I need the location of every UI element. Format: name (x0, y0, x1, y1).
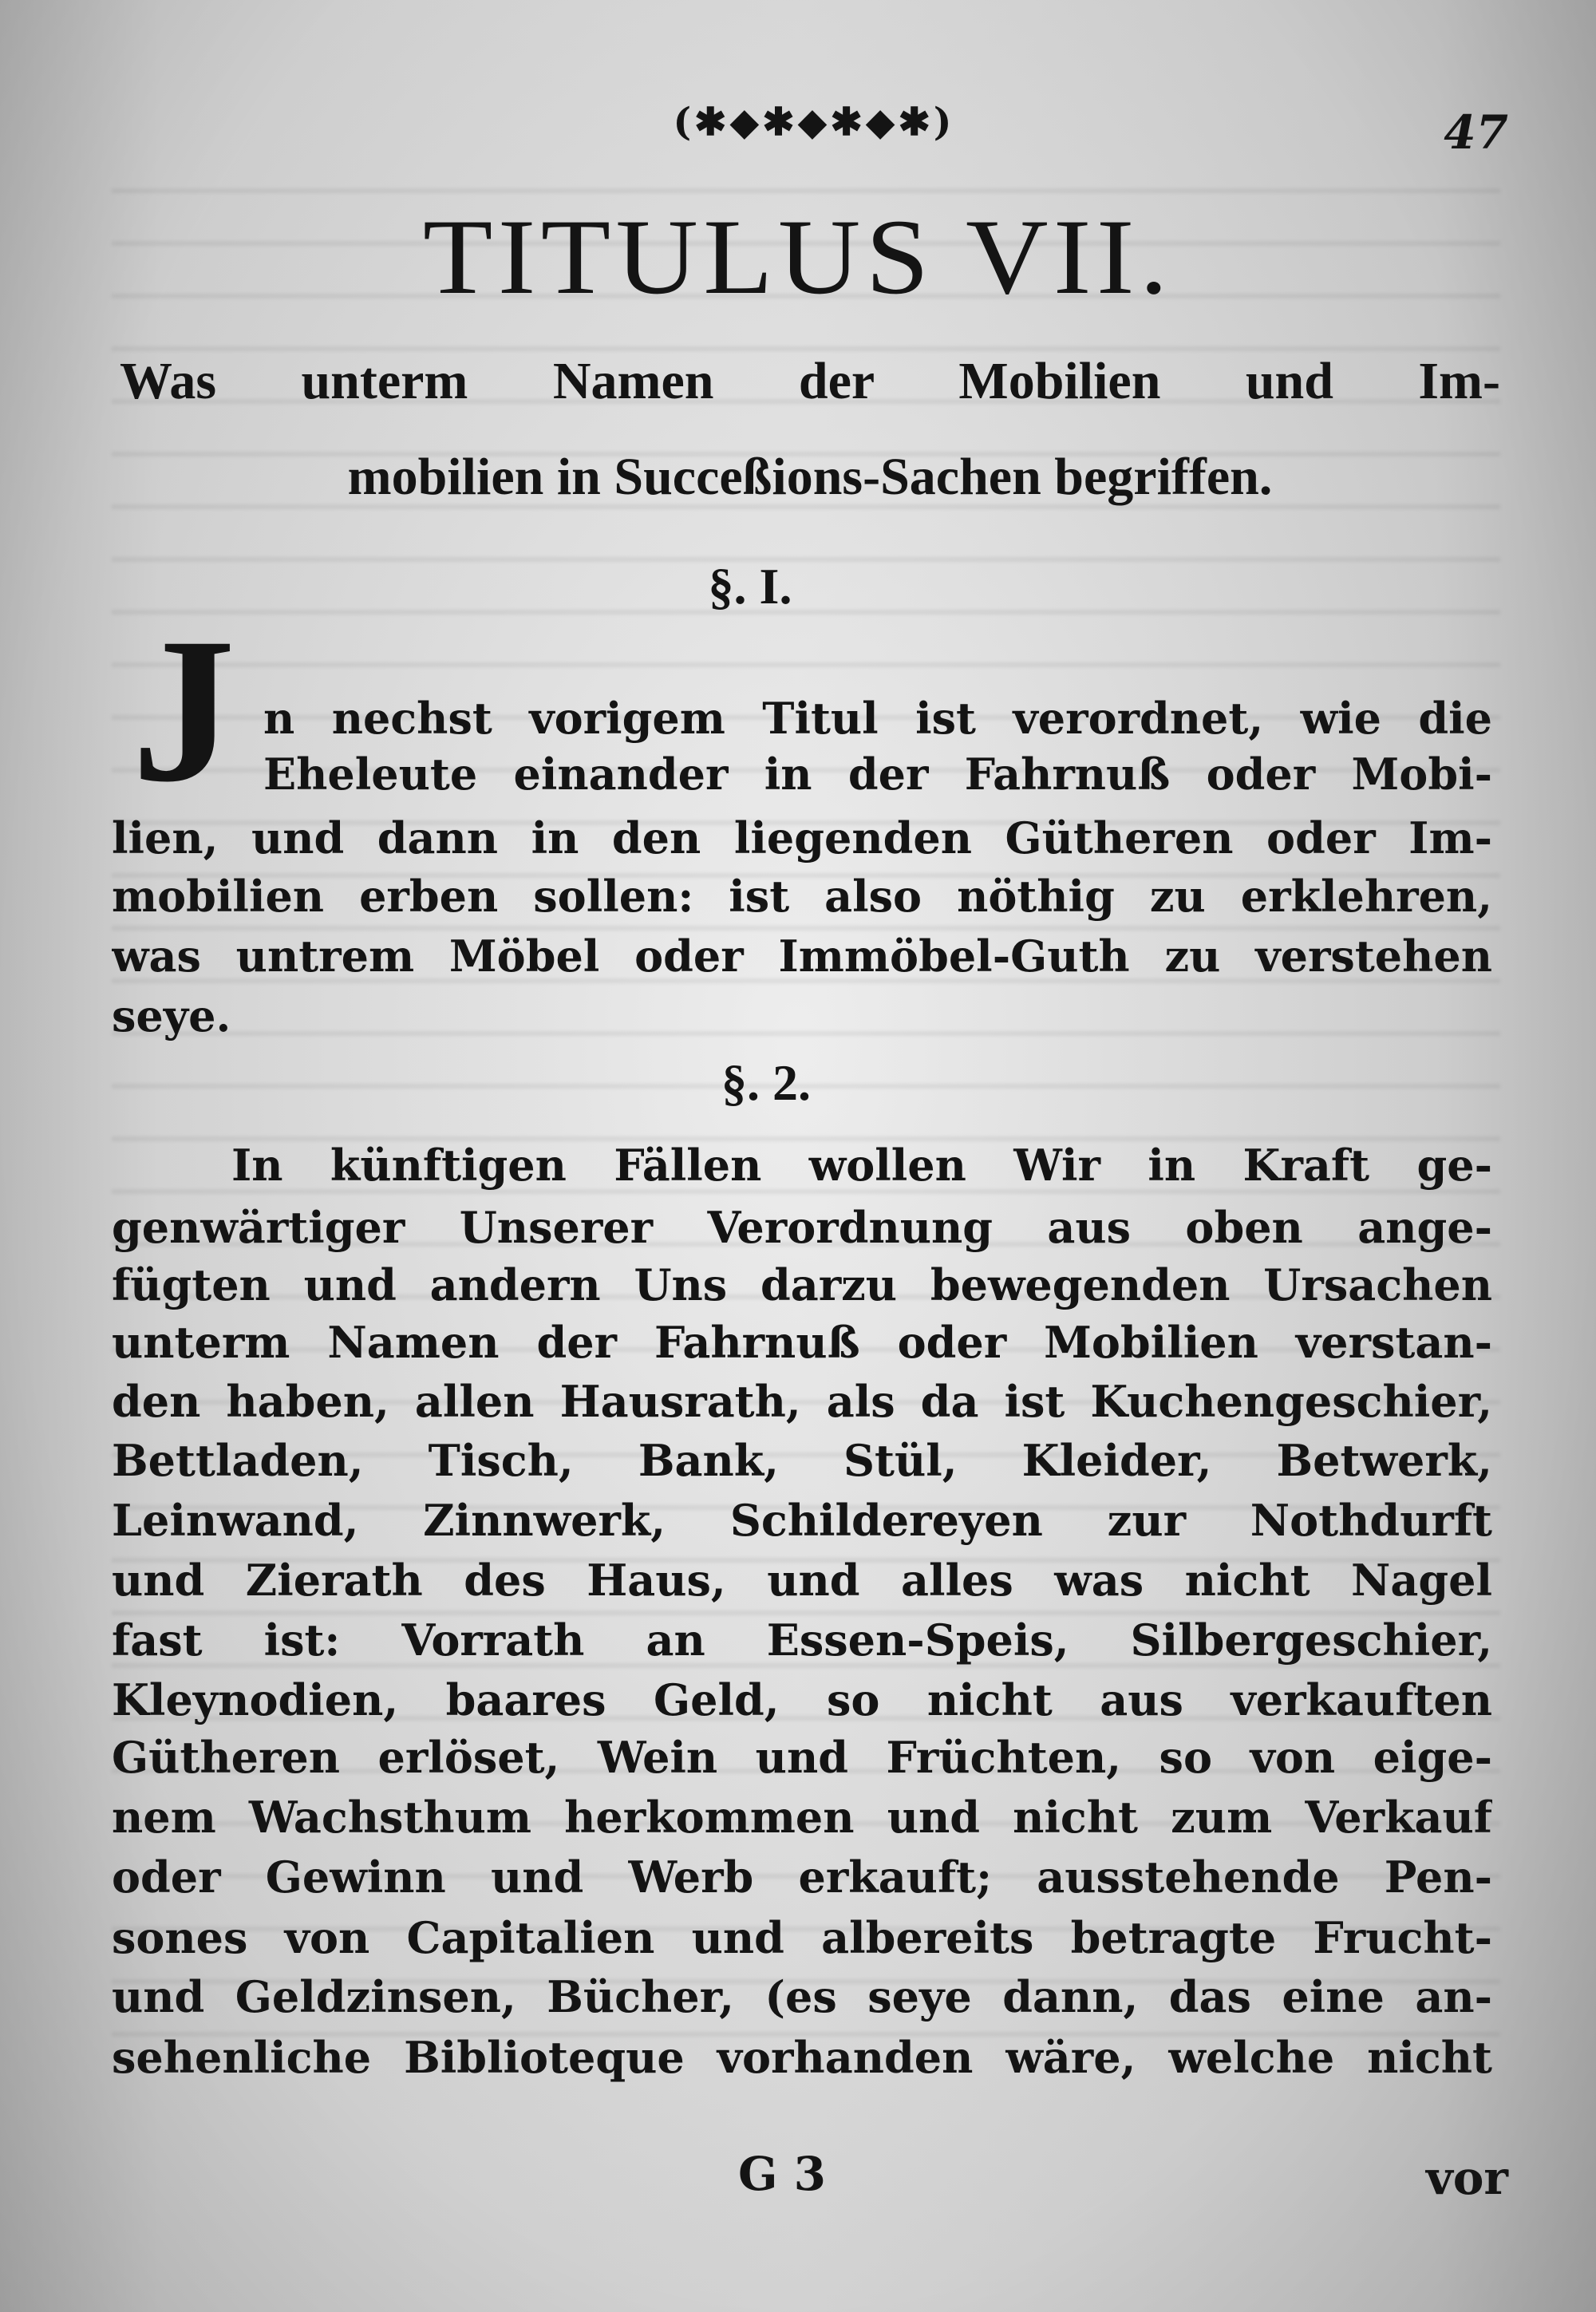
section-heading-2: §. 2. (721, 1054, 811, 1111)
section-1-line-3: lien, und dann in den liegenden Gütheren oder Im- (112, 814, 1492, 864)
signature-mark: G 3 (737, 2147, 827, 2201)
section-2-line-3: fügten und andern Uns darzu bewegenden Ursachen (112, 1261, 1492, 1310)
section-1-line-6: seye. (112, 992, 231, 1041)
section-2-line-8: und Zierath des Haus, und alles was nicht Nagel (112, 1556, 1492, 1606)
header-ornament: (✱◆✱◆✱◆✱) (673, 100, 955, 144)
section-1-line-1: n nechst vorigem Titul ist verordnet, wie die (263, 694, 1492, 744)
section-2-line-15: und Geldzinsen, Bücher, (es seye dann, das eine an- (112, 1973, 1492, 2022)
section-2-line-11: Gütheren erlöset, Wein und Früchten, so von eige- (112, 1733, 1492, 1783)
section-2-line-14: sones von Capitalien und albereits betragte Frucht- (112, 1914, 1492, 1963)
section-2-line-10: Kleynodien, baares Geld, so nicht aus verkauften (112, 1676, 1492, 1725)
section-2-line-1: In künftigen Fällen wollen Wir in Kraft ge- (231, 1141, 1492, 1191)
section-2-line-2: genwärtiger Unserer Verordnung aus oben ange- (112, 1203, 1492, 1253)
section-heading-1: §. I. (708, 558, 792, 615)
section-1-line-5: was untrem Möbel oder Immöbel-Guth zu verstehen (112, 932, 1492, 982)
catchword: vor (1426, 2151, 1508, 2205)
page-title: TITULUS VII. (422, 198, 1174, 317)
subtitle-line-2: mobilien in Succeßions-Sachen begriffen. (347, 448, 1273, 506)
section-2-line-7: Leinwand, Zinnwerk, Schildereyen zur Nothdurft (112, 1496, 1492, 1546)
subtitle-line-1: Was unterm Namen der Mobilien und Im- (120, 352, 1500, 410)
section-2-line-6: Bettladen, Tisch, Bank, Stül, Kleider, Betwerk, (112, 1437, 1492, 1486)
section-1-line-2: Eheleute einander in der Fahrnuß oder Mobi- (263, 750, 1492, 800)
page-number: 47 (1444, 105, 1508, 160)
section-2-line-9: fast ist: Vorrath an Essen-Speis, Silbergeschier, (112, 1616, 1492, 1666)
drop-cap-initial: J (132, 595, 235, 825)
section-1-line-4: mobilien erben sollen: ist also nöthig zu erklehren, (112, 872, 1492, 922)
section-2-line-12: nem Wachsthum herkommen und nicht zum Verkauf (112, 1793, 1492, 1843)
section-2-line-4: unterm Namen der Fahrnuß oder Mobilien verstan- (112, 1318, 1492, 1368)
section-2-line-13: oder Gewinn und Werb erkauft; ausstehende Pen- (112, 1853, 1492, 1903)
section-2-line-5: den haben, allen Hausrath, als da ist Kuchengeschier, (112, 1377, 1492, 1427)
section-2-line-16: sehenliche Biblioteque vorhanden wäre, welche nicht (112, 2033, 1492, 2083)
